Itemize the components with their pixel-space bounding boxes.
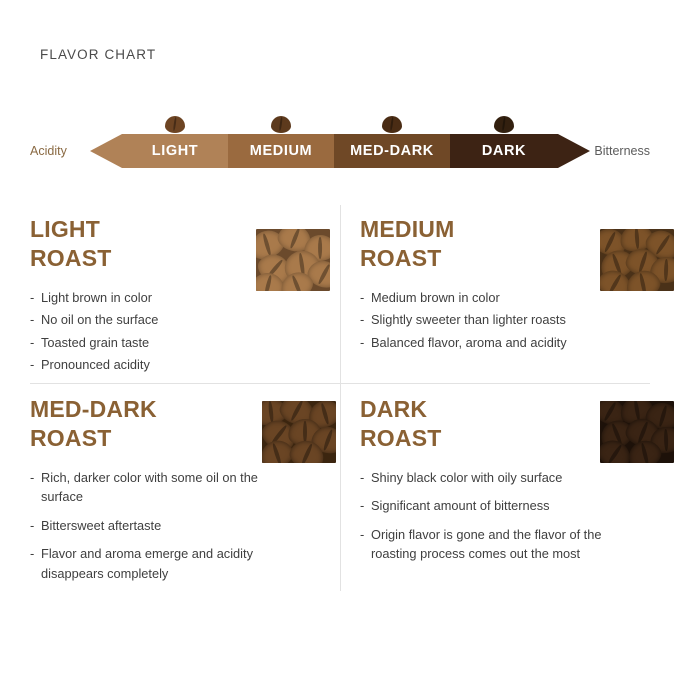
list-item: - No oil on the surface <box>30 310 301 329</box>
quadrant-heading <box>30 215 210 274</box>
scale-segment-light[interactable]: LIGHT <box>122 134 228 168</box>
heading-line-2: ROAST <box>360 425 442 452</box>
quadrant-heading <box>30 395 210 454</box>
quadrant-heading <box>360 215 540 274</box>
arrow-right-icon <box>558 134 590 168</box>
coffee-bean-icon <box>379 114 405 136</box>
coffee-bean-icon <box>491 114 517 136</box>
med-dark-roast-beans-photo <box>262 401 336 463</box>
list-item: - Slightly sweeter than lighter roasts <box>360 310 631 329</box>
scale-segment-medium[interactable]: MEDIUM <box>228 134 334 168</box>
light-roast-beans-photo <box>256 229 330 291</box>
scale-label-acidity: Acidity <box>30 144 67 158</box>
heading-line-2: ROAST <box>30 245 112 272</box>
grid-divider-vertical <box>340 205 341 591</box>
coffee-bean-icon <box>268 114 294 136</box>
roast-scale-bar <box>90 134 590 168</box>
scale-label-bitterness: Bitterness <box>594 144 650 158</box>
heading-line-2: ROAST <box>30 425 112 452</box>
list-item: - Bittersweet aftertaste <box>30 516 301 535</box>
heading-line-1: DARK <box>360 396 428 422</box>
list-item: - Toasted grain taste <box>30 333 301 352</box>
scale-segment-med-dark[interactable]: MED-DARK <box>334 134 450 168</box>
list-item: - Shiny black color with oily surface <box>360 468 631 487</box>
list-item: - Balanced flavor, aroma and acidity <box>360 333 631 352</box>
list-item: - Medium brown in color <box>360 288 631 307</box>
quadrant-bullet-list <box>30 468 330 583</box>
heading-line-2: ROAST <box>360 245 442 272</box>
coffee-bean-icon <box>162 114 188 136</box>
heading-line-1: MEDIUM <box>360 216 455 242</box>
roast-quadrant-grid <box>30 205 650 645</box>
roast-scale <box>30 110 650 188</box>
page-title: FLAVOR CHART <box>40 47 157 62</box>
medium-roast-beans-photo <box>600 229 674 291</box>
quadrant-bullet-list <box>360 288 660 352</box>
list-item: - Light brown in color <box>30 288 301 307</box>
quadrant-heading <box>360 395 540 454</box>
quadrant-bullet-list <box>360 468 660 564</box>
list-item: - Origin flavor is gone and the flavor of the roasting process comes out the most <box>360 525 631 564</box>
arrow-left-icon <box>90 134 122 168</box>
heading-line-1: MED-DARK <box>30 396 157 422</box>
list-item: - Significant amount of bitterness <box>360 496 631 515</box>
list-item: - Flavor and aroma emerge and acidity disappears completely <box>30 544 301 583</box>
heading-line-1: LIGHT <box>30 216 100 242</box>
scale-segment-dark[interactable]: DARK <box>450 134 558 168</box>
list-item: - Rich, darker color with some oil on the surface <box>30 468 301 507</box>
dark-roast-beans-photo <box>600 401 674 463</box>
quadrant-bullet-list <box>30 288 330 375</box>
grid-divider-horizontal <box>30 383 650 384</box>
list-item: - Pronounced acidity <box>30 355 301 374</box>
